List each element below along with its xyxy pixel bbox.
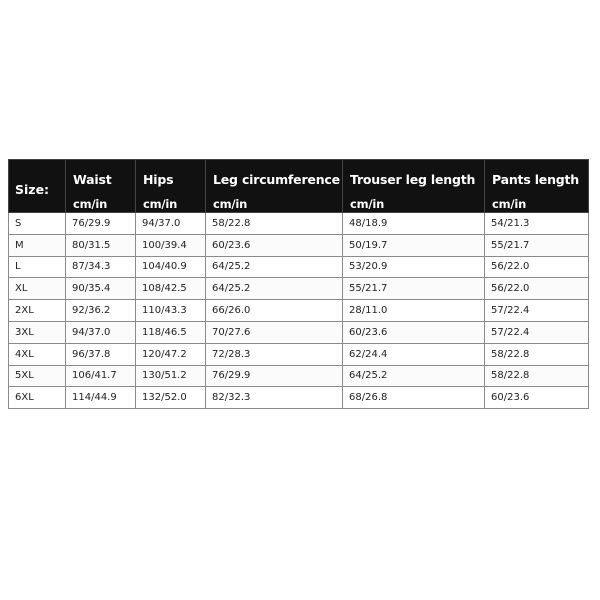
cell-hips: 94/37.0 (136, 213, 206, 235)
cell-hips: 108/42.5 (136, 278, 206, 300)
table-row (9, 256, 589, 278)
cell-hips: 118/46.5 (136, 321, 206, 343)
size-chart-table (8, 159, 589, 409)
table-row (9, 213, 589, 235)
cell-waist: 80/31.5 (66, 234, 136, 256)
cell-trouser-leg-length: 64/25.2 (343, 365, 485, 387)
cell-trouser-leg-length: 60/23.6 (343, 321, 485, 343)
cell-size: XL (9, 278, 66, 300)
cell-pants-length: 57/22.4 (485, 300, 589, 322)
cell-hips: 120/47.2 (136, 343, 206, 365)
table-row (9, 387, 589, 409)
table-row (9, 234, 589, 256)
cell-trouser-leg-length: 55/21.7 (343, 278, 485, 300)
header-trouser-leg-length (343, 160, 485, 213)
cell-trouser-leg-length: 50/19.7 (343, 234, 485, 256)
header-leg-circumference (206, 160, 343, 213)
cell-waist: 76/29.9 (66, 213, 136, 235)
header-waist-label: Waist (73, 172, 112, 187)
cell-waist: 94/37.0 (66, 321, 136, 343)
cell-waist: 90/35.4 (66, 278, 136, 300)
cell-pants-length: 56/22.0 (485, 256, 589, 278)
cell-trouser-leg-length: 48/18.9 (343, 213, 485, 235)
cell-leg-circumference: 72/28.3 (206, 343, 343, 365)
table-row (9, 278, 589, 300)
header-hips-unit: cm/in (143, 197, 178, 211)
cell-leg-circumference: 76/29.9 (206, 365, 343, 387)
header-pants-length-unit: cm/in (492, 197, 527, 211)
table-row (9, 300, 589, 322)
cell-size: 2XL (9, 300, 66, 322)
cell-waist: 106/41.7 (66, 365, 136, 387)
cell-hips: 132/52.0 (136, 387, 206, 409)
cell-hips: 104/40.9 (136, 256, 206, 278)
header-size (9, 160, 66, 213)
cell-trouser-leg-length: 62/24.4 (343, 343, 485, 365)
header-size-label: Size: (15, 182, 50, 197)
header-pants-length-label: Pants length (492, 172, 580, 187)
cell-pants-length: 55/21.7 (485, 234, 589, 256)
header-trouser-leg-length-label: Trouser leg length (350, 172, 476, 187)
header-trouser-leg-length-unit: cm/in (350, 197, 385, 211)
cell-size: 4XL (9, 343, 66, 365)
cell-size: 3XL (9, 321, 66, 343)
header-leg-circumference-label: Leg circumference (213, 172, 340, 187)
cell-trouser-leg-length: 68/26.8 (343, 387, 485, 409)
cell-pants-length: 58/22.8 (485, 343, 589, 365)
cell-leg-circumference: 66/26.0 (206, 300, 343, 322)
cell-waist: 87/34.3 (66, 256, 136, 278)
header-waist-unit: cm/in (73, 197, 108, 211)
cell-trouser-leg-length: 28/11.0 (343, 300, 485, 322)
cell-waist: 114/44.9 (66, 387, 136, 409)
table-header-row (9, 160, 589, 213)
cell-hips: 110/43.3 (136, 300, 206, 322)
cell-leg-circumference: 60/23.6 (206, 234, 343, 256)
header-pants-length (485, 160, 589, 213)
cell-leg-circumference: 70/27.6 (206, 321, 343, 343)
cell-pants-length: 54/21.3 (485, 213, 589, 235)
cell-pants-length: 57/22.4 (485, 321, 589, 343)
table-row (9, 321, 589, 343)
cell-leg-circumference: 82/32.3 (206, 387, 343, 409)
cell-leg-circumference: 64/25.2 (206, 256, 343, 278)
cell-pants-length: 56/22.0 (485, 278, 589, 300)
cell-hips: 100/39.4 (136, 234, 206, 256)
cell-size: S (9, 213, 66, 235)
header-leg-circumference-unit: cm/in (213, 197, 248, 211)
header-hips (136, 160, 206, 213)
cell-size: 6XL (9, 387, 66, 409)
cell-waist: 92/36.2 (66, 300, 136, 322)
cell-leg-circumference: 58/22.8 (206, 213, 343, 235)
cell-pants-length: 60/23.6 (485, 387, 589, 409)
cell-size: 5XL (9, 365, 66, 387)
cell-hips: 130/51.2 (136, 365, 206, 387)
cell-size: L (9, 256, 66, 278)
cell-size: M (9, 234, 66, 256)
cell-leg-circumference: 64/25.2 (206, 278, 343, 300)
cell-waist: 96/37.8 (66, 343, 136, 365)
table-row (9, 365, 589, 387)
header-waist (66, 160, 136, 213)
cell-pants-length: 58/22.8 (485, 365, 589, 387)
table-row (9, 343, 589, 365)
header-hips-label: Hips (143, 172, 174, 187)
cell-trouser-leg-length: 53/20.9 (343, 256, 485, 278)
